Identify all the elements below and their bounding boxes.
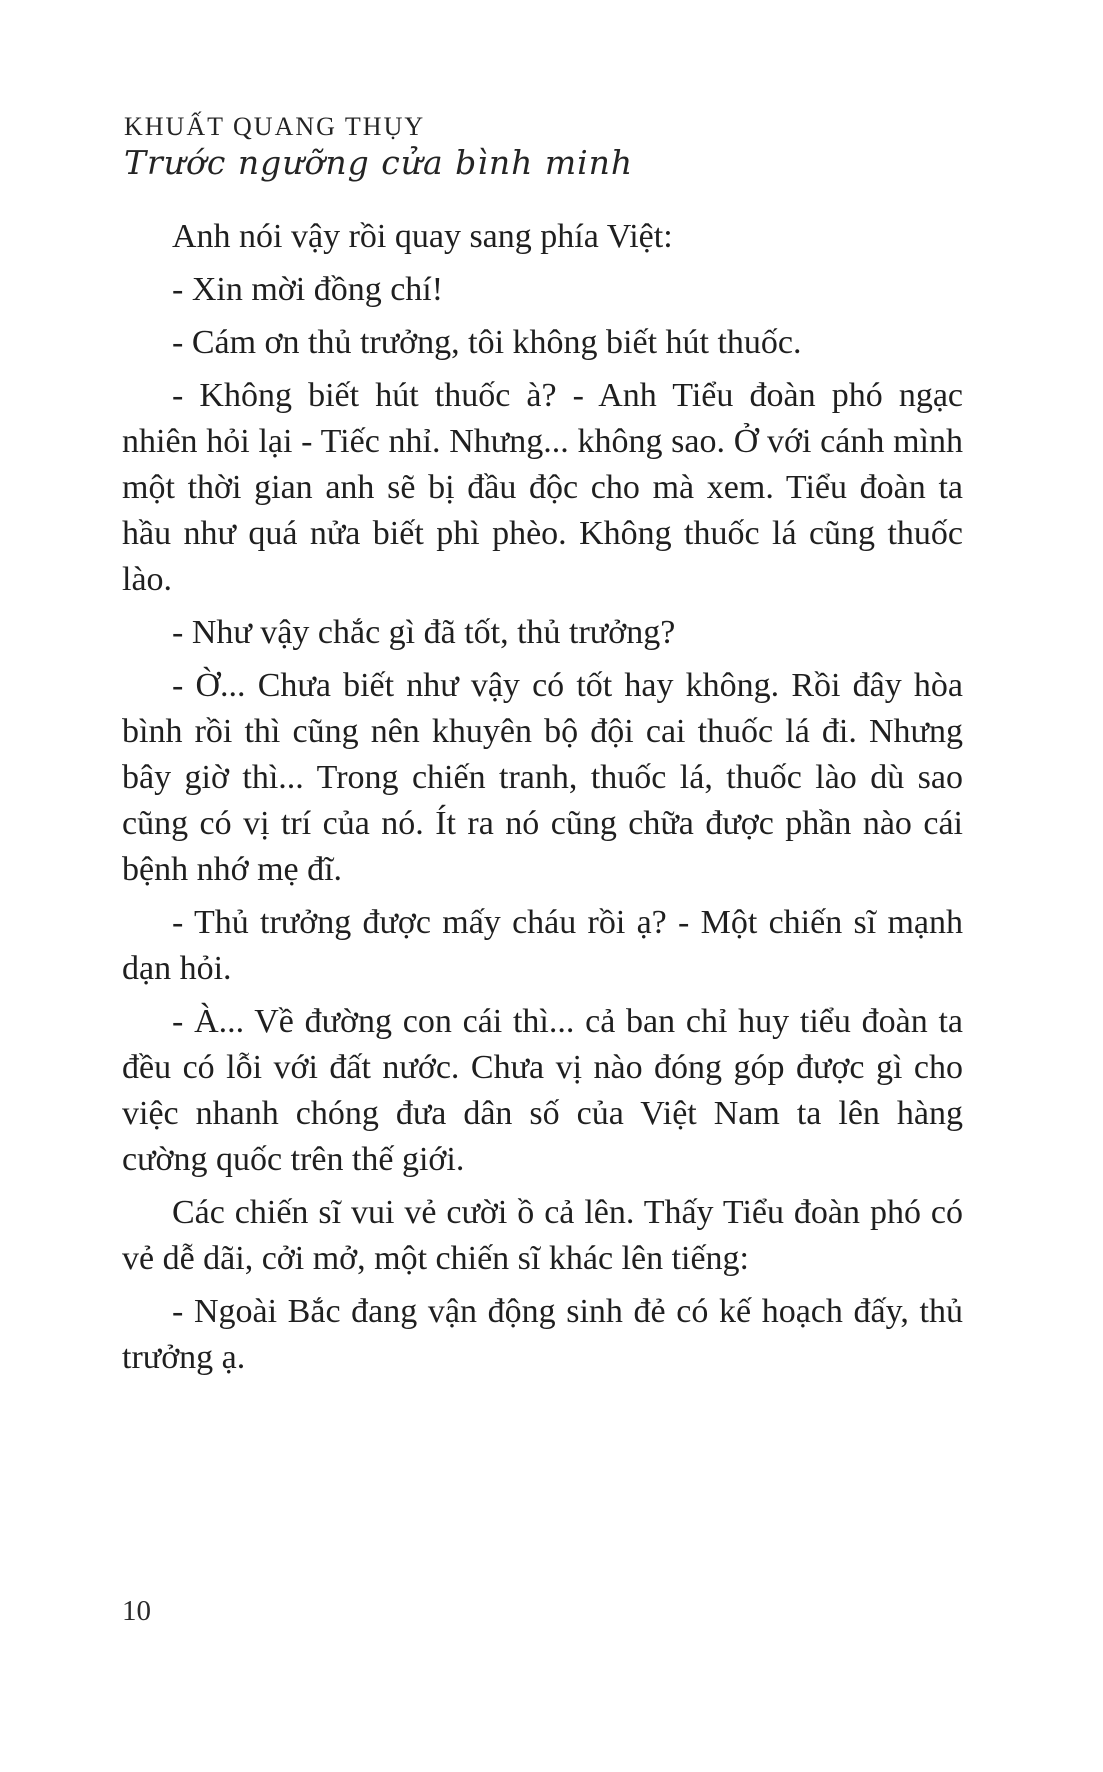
paragraph: - Như vậy chắc gì đã tốt, thủ trưởng? xyxy=(172,614,676,651)
paragraph: - Cám ơn thủ trưởng, tôi không biết hút thuốc. xyxy=(172,324,802,361)
author-name: KHUẤT QUANG THỤY xyxy=(124,112,426,141)
page-number: 10 xyxy=(122,1595,151,1627)
paragraph: - Ngoài Bắc đang vận động sinh đẻ có kế hoạch đấy, thủ trưởng ạ. xyxy=(122,1293,963,1376)
paragraph: Anh nói vậy rồi quay sang phía Việt: xyxy=(172,218,673,255)
page-header xyxy=(124,112,963,184)
paragraph: Các chiến sĩ vui vẻ cười ồ cả lên. Thấy Tiểu đoàn phó có vẻ dễ dãi, cởi mở, một chiến sĩ khác lên tiếng: xyxy=(122,1194,963,1277)
body-text xyxy=(122,214,963,1381)
paragraph: - Không biết hút thuốc à? - Anh Tiểu đoàn phó ngạc nhiên hỏi lại - Tiếc nhỉ. Nhưng... không sao. Ở với cánh mình một thời gian anh sẽ bị đầu độc cho mà xem. Tiểu đoàn ta hầu như quá nửa biết phì phèo. Không thuốc lá cũng thuốc lào. xyxy=(122,377,963,598)
paragraph: - À... Về đường con cái thì... cả ban chỉ huy tiểu đoàn ta đều có lỗi với đất nước. Chưa vị nào đóng góp được gì cho việc nhanh chóng đưa dân số của Việt Nam ta lên hàng cường quốc trên thế giới. xyxy=(122,1003,963,1178)
paragraph: - Ờ... Chưa biết như vậy có tốt hay không. Rồi đây hòa bình rồi thì cũng nên khuyên bộ đội cai thuốc lá đi. Nhưng bây giờ thì... Trong chiến tranh, thuốc lá, thuốc lào dù sao cũng có vị trí của nó. Ít ra nó cũng chữa được phần nào cái bệnh nhớ mẹ đĩ. xyxy=(122,667,963,888)
book-title: Trước ngưỡng cửa bình minh xyxy=(124,143,634,182)
page-footer xyxy=(122,1595,151,1628)
paragraph: - Xin mời đồng chí! xyxy=(172,271,444,308)
paragraph: - Thủ trưởng được mấy cháu rồi ạ? - Một chiến sĩ mạnh dạn hỏi. xyxy=(122,904,963,987)
